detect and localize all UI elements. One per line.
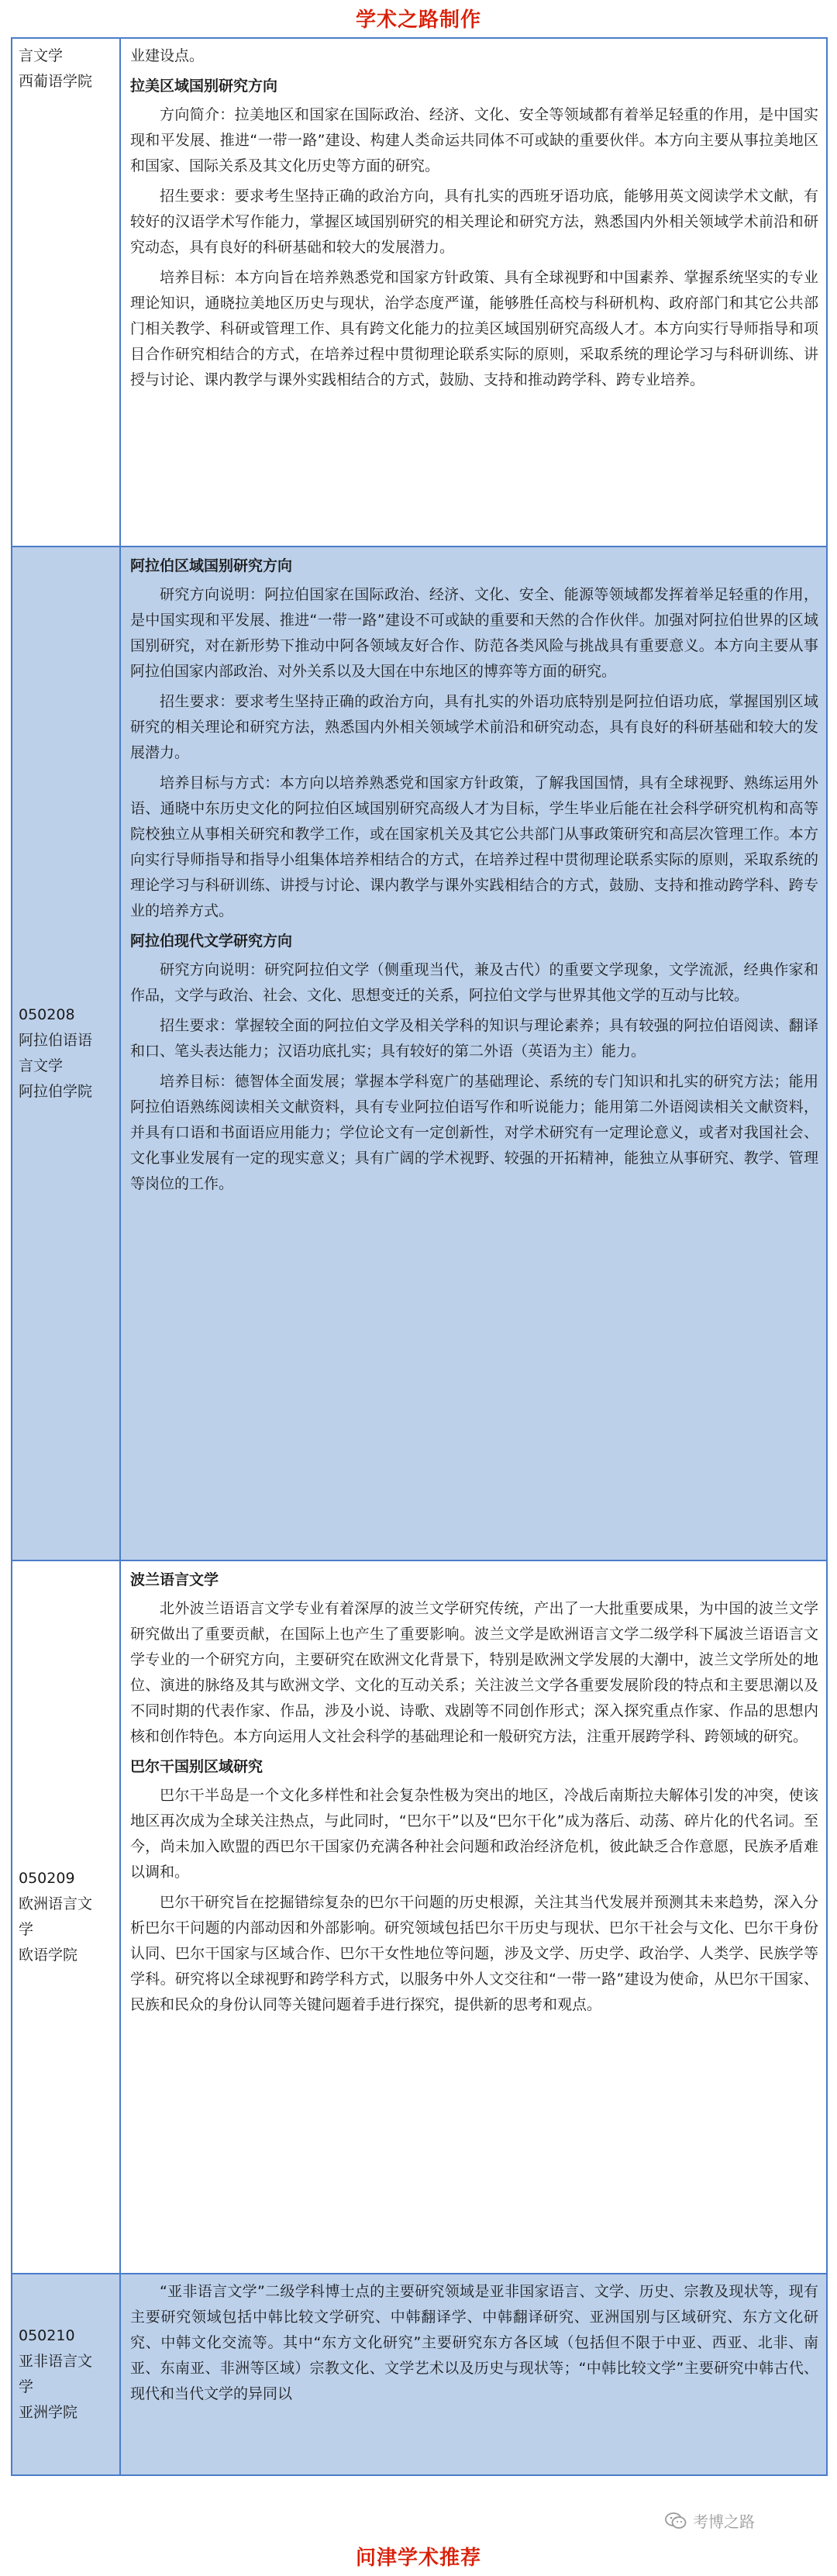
row-label-cell	[12, 547, 121, 1560]
row-label-line: 言文学	[19, 1057, 64, 1074]
row-label-line: 欧洲语言文	[19, 1895, 93, 1912]
footer-title: 问津学术推荐	[355, 2547, 481, 2570]
paragraph: 招生要求：掌握较全面的阿拉伯文学及相关学科的知识与理论素养；具有较强的阿拉伯语阅读、翻译和口、笔头表达能力；汉语功底扎实；具有较好的第二外语（英语为主）能力。	[130, 1017, 818, 1060]
row-label-line: 亚非语言文	[19, 2353, 93, 2370]
row-label-line: 亚洲学院	[19, 2404, 78, 2421]
paragraph: 培养目标：德智体全面发展；掌握本学科宽广的基础理论、系统的专门知识和扎实的研究方法；能用阿拉伯语熟练阅读相关文献资料，具有专业阿拉伯语写作和听说能力；能用第二外语阅读相关文献资料，并具有口语和书面语应用能力；学位论文有一定创新性，对学术研究有一定理论意义，或者对我国社会、文化事业发展有一定的现实意义；具有广阔的学术视野、较强的开拓精神，能独立从事研究、教学、管理等岗位的工作。	[130, 1073, 818, 1192]
paragraph: 培养目标：本方向旨在培养熟悉党和国家方针政策、具有全球视野和中国素养、掌握系统坚实的专业理论知识，通晓拉美地区历史与现状，治学态度严谨，能够胜任高校与科研机构、政府部门和其它公共部门相关教学、科研或管理工作、具有跨文化能力的拉美区域国别研究高级人才。本方向实行导师指导和项目合作研究相结合的方式，在培养过程中贯彻理论联系实际的原则，采取系统的理论学习与科研训练、讲授与讨论、课内教学与课外实践相结合的方式，鼓励、支持和推动跨学科、跨专业培养。	[130, 269, 818, 388]
paragraph: “亚非语言文学”二级学科博士点的主要研究领域是亚非国家语言、文学、历史、宗教及现状等，现有主要研究领域包括中韩比较文学研究、中韩翻译学、中韩翻译研究、亚洲国别与区域研究、东方文化研究、中韩文化交流等。其中“东方文化研究”主要研究东方各区域（包括但不限于中亚、西亚、北非、南亚、东南亚、非洲等区域）宗教文化、文学艺术以及历史与现状等；“中韩比较文学”主要研究中韩古代、现代和当代文学的异同以	[130, 2283, 818, 2402]
row-label-line: 欧语学院	[19, 1947, 78, 1964]
row-label-line: 050209	[19, 1870, 75, 1887]
table-row-latin-america	[12, 39, 826, 546]
paragraph: 方向简介：拉美地区和国家在国际政治、经济、文化、安全等领域都有着举足轻重的作用，是中国实现和平发展、推进“一带一路”建设、构建人类命运共同体不可或缺的重要伙伴。本方向主要从事拉美地区和国家、国际关系及其文化历史等方面的研究。	[130, 106, 818, 174]
program-table	[11, 37, 828, 2476]
paragraph: 巴尔干研究旨在挖掘错综复杂的巴尔干问题的历史根源，关注其当代发展并预测其未来趋势，深入分析巴尔干问题的内部动因和外部影响。研究领域包括巴尔干历史与现状、巴尔干社会与文化、巴尔干身份认同、巴尔干国家与区域合作、巴尔干女性地位等问题，涉及文学、历史学、政治学、人类学、民族学等学科。研究将以全球视野和跨学科方式，以服务中外人文交往和“一带一路”建设为使命，从巴尔干国家、民族和民众的身份认同等关键问题着手进行探究，提供新的思考和观点。	[130, 1894, 818, 2013]
paragraph: 巴尔干半岛是一个文化多样性和社会复杂性极为突出的地区，冷战后南斯拉夫解体引发的冲突，使该地区再次成为全球关注热点，与此同时，“巴尔干”以及“巴尔干化”成为落后、动荡、碎片化的代名词。至今，尚未加入欧盟的西巴尔干国家仍充满各种社会问题和政治经济危机，彼此缺乏合作意愿，民族矛盾难以调和。	[130, 1787, 818, 1881]
row-label-line: 阿拉伯语语	[19, 1032, 93, 1049]
row-label-line: 言文学	[19, 47, 64, 64]
table-row-arabic	[12, 546, 826, 1560]
watermark-text: 考博之路	[693, 2512, 755, 2531]
paragraph: 北外波兰语语言文学专业有着深厚的波兰文学研究传统，产出了一大批重要成果，为中国的波兰文学研究做出了重要贡献，在国际上也产生了重要影响。波兰文学是欧洲语言文学二级学科下属波兰语语言文学专业的一个研究方向，主要研究在欧洲文化背景下，特别是欧洲文学发展的大潮中，波兰文学所处的地位、演进的脉络及其与欧洲文学、文化的互动关系；关注波兰文学各重要发展阶段的特点和主要思潮以及不同时期的代表作家、作品，涉及小说、诗歌、戏剧等不同创作形式；深入探究重点作家、作品的思想内核和创作特色。本方向运用人文社会科学的基础理论和一般研究方法，注重开展跨学科、跨领域的研究。	[130, 1600, 818, 1745]
paragraph: 研究方向说明：阿拉伯国家在国际政治、经济、文化、安全、能源等领域都发挥着举足轻重的作用，是中国实现和平发展、推进“一带一路”建设不可或缺的重要和天然的合作伙伴。加强对阿拉伯世界的区域国别研究，对在新形势下推动中阿各领域友好合作、防范各类风险与挑战具有重要意义。本方向主要从事阿拉伯国家内部政治、对外关系以及大国在中东地区的博弈等方面的研究。	[130, 586, 818, 680]
row-label-line: 学	[19, 2378, 34, 2395]
row-label-cell	[12, 2274, 121, 2474]
watermark	[665, 2509, 755, 2532]
row-label-line: 050208	[19, 1006, 75, 1023]
header-title: 学术之路制作	[355, 9, 481, 32]
row-label-line: 050210	[19, 2327, 75, 2344]
section-heading: 巴尔干国别区域研究	[130, 1758, 264, 1775]
section-heading: 阿拉伯现代文学研究方向	[130, 933, 293, 950]
paragraph: 招生要求：要求考生坚持正确的政治方向，具有扎实的外语功底特别是阿拉伯语功底，掌握国别区域研究的相关理论和研究方法，熟悉国内外相关领域学术前沿和研究动态，具有良好的科研基础和较大的发展潜力。	[130, 693, 818, 761]
paragraph: 培养目标与方式：本方向以培养熟悉党和国家方针政策，了解我国国情，具有全球视野、熟练运用外语、通晓中东历史文化的阿拉伯区域国别研究高级人才为目标，学生毕业后能在社会科学研究机构和高等院校独立从事相关研究和教学工作，或在国家机关及其它公共部门从事政策研究和高层次管理工作。本方向实行导师指导和指导小组集体培养相结合的方式，在培养过程中贯彻理论联系实际的原则，采取系统的理论学习与科研训练、讲授与讨论、课内教学与课外实践相结合的方式，鼓励、支持和推动跨学科、跨专业的培养方式。	[130, 774, 818, 919]
table-row-european	[12, 1560, 826, 2273]
row-content-cell	[121, 1561, 826, 2273]
section-heading: 波兰语言文学	[130, 1571, 219, 1588]
table-row-asian-african	[12, 2273, 826, 2474]
row-label-line: 西葡语学院	[19, 73, 93, 90]
row-label-cell	[12, 39, 121, 546]
row-label-cell	[12, 1561, 121, 2273]
paragraph: 招生要求：要求考生坚持正确的政治方向，具有扎实的西班牙语功底，能够用英文阅读学术文献，有较好的汉语学术写作能力，掌握区域国别研究的相关理论和研究方法，熟悉国内外相关领域学术前沿和研究动态，具有良好的科研基础和较大的发展潜力。	[130, 188, 818, 256]
row-content-cell	[121, 39, 826, 546]
row-content-cell	[121, 547, 826, 1560]
paragraph: 研究方向说明：研究阿拉伯文学（侧重现当代，兼及古代）的重要文学现象，文学流派，经典作家和作品，文学与政治、社会、文化、思想变迁的关系，阿拉伯文学与世界其他文学的互动与比较。	[130, 961, 818, 1004]
wechat-icon	[665, 2512, 687, 2529]
row-label-line: 学	[19, 1921, 34, 1938]
row-label-line: 阿拉伯学院	[19, 1083, 93, 1100]
row-content-cell	[121, 2274, 826, 2474]
section-heading: 阿拉伯区域国别研究方向	[130, 557, 293, 574]
paragraph: 业建设点。	[130, 47, 205, 64]
section-heading: 拉美区域国别研究方向	[130, 78, 278, 95]
